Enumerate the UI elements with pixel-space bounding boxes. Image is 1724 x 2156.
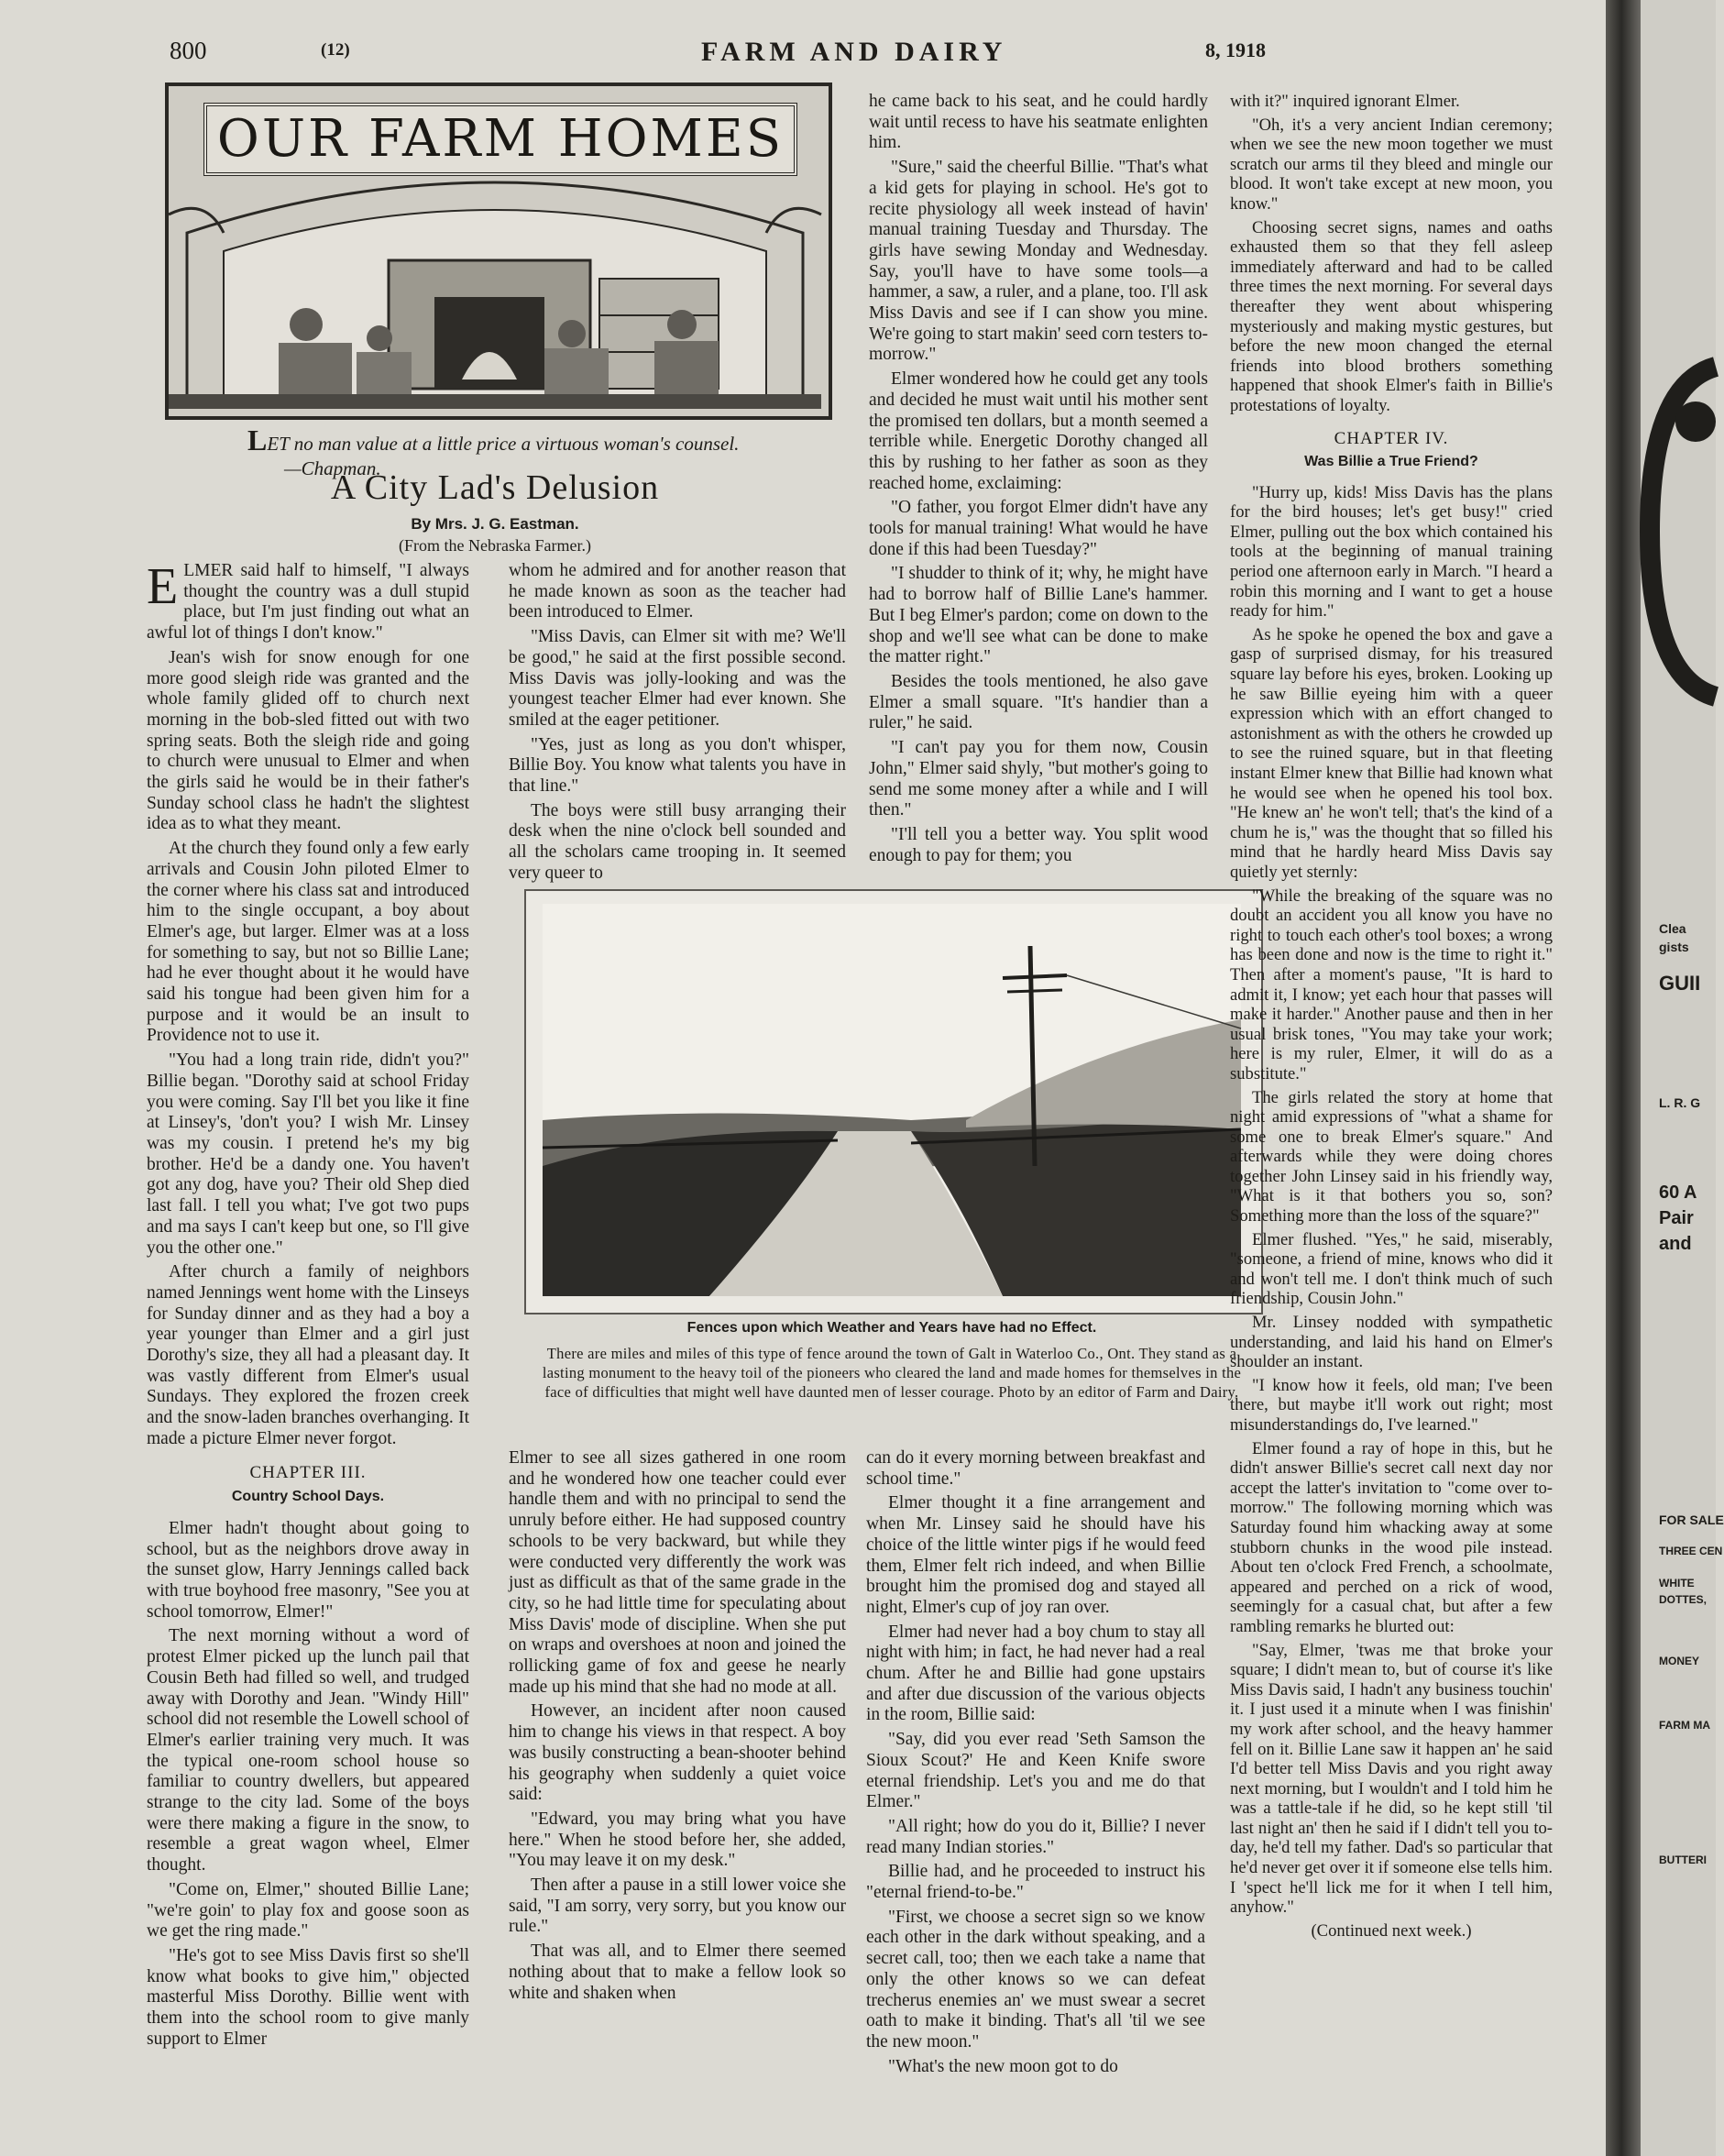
paragraph: Elmer flushed. "Yes," he said, miserably, "someone, a friend of mine, knows who did it and won't tell me. I don't think much of such friendship, Cousin John." xyxy=(1230,1229,1553,1309)
paragraph: "Say, Elmer, 'twas me that broke your square; I didn't mean to, but of course it's like Miss Davis said, I hadn't any business touchin' it. I just used it a minute when I was finishin' my work after school, and the heavy hammer fell on it. Billie Lane saw it happen an' he said I'd better tell Miss Davis and you right away next morning, but I wouldn't and I told him he was a tattle-tale if he did, so he kept still 'til last night an' then he said if I didn't tell you to-day, he'd tell my father. Dad's so particular that he'd never get over it if someone else tells him. I 'spect he'll lick me for it when I tell him, anyhow." xyxy=(1230,1640,1553,1918)
adjacent-text: Pair xyxy=(1659,1208,1694,1228)
paragraph: "All right; how do you do it, Billie? I never read many Indian stories." xyxy=(866,1816,1205,1857)
paragraph: Besides the tools mentioned, he also gave Elmer a small square. "It's handier than a ruler," he said. xyxy=(869,671,1208,733)
adjacent-text: FOR SALE xyxy=(1659,1512,1724,1527)
paragraph: "While the breaking of the square was no doubt an accident you all know you have no right to touch each other's tool boxes; a wrong has been done and now is the time to right it." Then after a moment's pause, "It is hard to admit it, I know; yet each hour that passes will make it harder." Another pause and then in her usual brisk tones, "You may take your work; here is my ruler, Elmer, it will do as a substitute." xyxy=(1230,886,1553,1084)
paragraph: Jean's wish for snow enough for one more good sleigh ride was granted and the whole family glided off to church next morning in the bob-sled fitted out with two spring seats. Both the sleigh ride and going to church were unusual to Elmer and when the girls said he would be in their father's Sunday school class he hadn't the slightest idea as to what they meant. xyxy=(147,647,469,834)
paragraph: The girls related the story at home that night amid expressions of "what a shame for some one to break Elmer's square." And afterwards while they were doing chores together John Linsey said in his friendly way, "What is it that bothers you so, son? Something more than the loss of the square?" xyxy=(1230,1087,1553,1226)
issue-number: (12) xyxy=(321,40,350,60)
adjacent-text: MONEY xyxy=(1659,1655,1700,1667)
paragraph: "Come on, Elmer," shouted Billie Lane; "we're goin' to play fox and goose soon as we get the ring made." xyxy=(147,1879,469,1942)
adjacent-text: gists xyxy=(1659,940,1689,954)
paragraph: Mr. Linsey nodded with sympathetic understanding, and laid his hand on Elmer's shoulder an instant. xyxy=(1230,1313,1553,1372)
adjacent-text: L. R. G xyxy=(1659,1095,1701,1110)
adjacent-text: WHITE xyxy=(1659,1577,1695,1590)
adjacent-text: Clea xyxy=(1659,921,1686,936)
page-number: 800 xyxy=(170,37,207,64)
epigraph-initial: L xyxy=(247,424,268,456)
paragraph: Elmer thought it a fine arrangement and when Mr. Linsey said he should have his choice of the little winter pigs if he would feed them, Elmer felt rich indeed, and when Billie brought him the promised dog and stayed all night, Elmer's cup of joy ran over. xyxy=(866,1493,1205,1617)
paragraph: "I know how it feels, old man; I've been there, but maybe it'll work out right; most misunderstandings do, I've learned." xyxy=(1230,1375,1553,1435)
paragraph: "What's the new moon got to do xyxy=(888,2056,1118,2076)
paragraph: The boys were still busy arranging their desk when the nine o'clock bell sounded and all the scholars came trooping in. It seemed very queer to xyxy=(509,800,846,883)
paragraph: "O father, you forgot Elmer didn't have any tools for manual training! What would he have done if this had been Tuesday?" xyxy=(869,498,1208,559)
paragraph: "Say, did you ever read 'Seth Samson the Sioux Scout?' He and Keen Knife swore eternal friendship. Let's you and me do that Elmer." xyxy=(866,1730,1205,1812)
column-1 xyxy=(147,558,469,2054)
paragraph: The next morning without a word of protest Elmer picked up the lunch pail that Cousin Beth had filled so well, and trudged away with Dorothy and Jean. "Windy Hill" school did not resemble the Lowell school of Elmer's earlier training very much. It was the typical one-room school house so familiar to country dwellers, but appeared strange to the city lad. Some of the boys were there making a figure in the snow, to resemble a great wagon wheel, Elmer thought. xyxy=(147,1626,469,1876)
paragraph: Elmer wondered how he could get any tools and decided he must wait until his mother sent the promised ten dollars, but a month seemed a terrible while. Energetic Dorothy changed all this by rushing to her father as soon as they reached home, exclaiming: xyxy=(869,369,1208,493)
page-header xyxy=(170,37,1544,73)
paragraph: can do it every morning between breakfast and school time." xyxy=(866,1448,1205,1489)
paragraph: LMER said half to himself, "I always thought the country was a dull stupid place, but I'm just finding out what an awful lot of things I don't know." xyxy=(147,561,469,644)
binding-gutter xyxy=(1606,0,1641,2156)
paragraph: Billie had, and he proceeded to instruct his "eternal friend-to-be." xyxy=(866,1862,1205,1903)
paragraph: "Hurry up, kids! Miss Davis has the plans for the bird houses; let's get busy!" cried Elmer, pulling out the box which contained his tools at the beginning of manual training period one afternoon early in March. "I heard a robin this morning and I want to get a house ready for him." xyxy=(1230,482,1553,622)
adjacent-text: 60 A xyxy=(1659,1182,1697,1203)
paragraph: whom he admired and for another reason that he made known as soon as the teacher had been introduced to Elmer. xyxy=(509,561,846,622)
chapter-title: Was Billie a True Friend? xyxy=(1304,454,1478,470)
paragraph: "Edward, you may bring what you have here." When he stood before her, she added, "You may leave it on my desk." xyxy=(509,1809,846,1871)
paragraph: "First, we choose a secret sign so we know each other in the dark without speaking, and a secret call, too; then we each take a name that only the other knows so we can defeat trecherus enemies an' we must swear a secret oath to make it binding. That's all 'til we see the new moon." xyxy=(866,1907,1205,2052)
paragraph: he came back to his seat, and he could hardly wait until recess to have his seatmate enlighten him. xyxy=(869,92,1208,153)
photo-caption: There are miles and miles of this type of fence around the town of Galt in Waterloo Co., Ont. They stand as a lasting monument to the heavy toil of the pioneers who cleared the land and made homes for themselves in the face of difficulties that might well have daunted men of lesser courage. Photo by an editor of Farm and Dairy. xyxy=(542,1345,1242,1401)
fence-road-photo-image xyxy=(526,891,1257,1309)
adjacent-text: and xyxy=(1659,1234,1692,1254)
paragraph: Elmer found a ray of hope in this, but he didn't answer Billie's secret call next day nor accept the latter's invitation to "come over to-morrow." The following morning which was Saturday found him whacking away at some stubborn chunks in the wood pile instead. About ten o'clock Fred French, a schoolmate, appeared and perched on a rick of wood, seemingly for a casual chat, but after a few rambling remarks he blurted out: xyxy=(1230,1438,1553,1636)
column-2-bottom xyxy=(509,1448,846,2008)
adjacent-page-edge xyxy=(1641,0,1724,2156)
story-byline: By Mrs. J. G. Eastman. xyxy=(411,515,579,533)
paragraph: "Miss Davis, can Elmer sit with me? We'll be good," he said at the first possible second. Miss Davis was jolly-looking and was the youngest teacher Elmer had ever known. She smiled at the eager petitioner. xyxy=(509,627,846,730)
column-3-bottom xyxy=(866,1448,1205,2081)
paragraph: Elmer hadn't thought about going to school, but as the neighbors drove away in the sunset glow, Harry Jennings called back with true boyhood free masonry, "See you at school tomorrow, Elmer!" xyxy=(147,1518,469,1622)
paragraph: That was all, and to Elmer there seemed nothing about that to make a fellow look so white and shaken when xyxy=(509,1942,846,2003)
country-road-photo xyxy=(524,889,1263,1314)
our-farm-homes-banner xyxy=(165,82,832,420)
issue-date: 8, 1918 xyxy=(1205,38,1266,61)
family-fireside-illustration xyxy=(169,178,821,409)
paragraph: Then after a pause in a still lower voice she said, "I am sorry, very sorry, but you know our rule." xyxy=(509,1876,846,1937)
banner-title: OUR FARM HOMES xyxy=(203,103,797,176)
column-4 xyxy=(1230,92,1553,1944)
epigraph-attribution: —Chapman. xyxy=(284,457,381,479)
paragraph: At the church they found only a few early arrivals and Cousin John piloted Elmer to the corner where his class sat and introduced him to the single occupant, a boy about Elmer's age, but larger. Elmer was at a loss for something to say, but not so Billie Lane; had he ever thought about it he would have said his tongue had been given him for a purpose and it would be an insult to Providence not to use it. xyxy=(147,839,469,1046)
paragraph: "Yes, just as long as you don't whisper, Billie Boy. You know what talents you have in that line." xyxy=(509,734,846,797)
paragraph: "I shudder to think of it; why, he might have had to borrow half of Billie Lane's hammer. But I beg Elmer's pardon; come on down to the shop and we'll see what can be done to make the matter right." xyxy=(869,564,1208,667)
photo-caption-title: Fences upon which Weather and Years have had no Effect. xyxy=(686,1320,1097,1336)
paragraph: "I can't pay you for them now, Cousin John," Elmer said shyly, "but mother's going to send me some money after a while and I will then." xyxy=(869,738,1208,820)
paragraph: "You had a long train ride, didn't you?" Billie began. "Dorothy said at school Friday you were coming. Say I'll bet you like it fine at Linsey's, 'don't you? I wish Mr. Linsey was my cousin. I pretend he's my big brother. He'd be a dandy one. You haven't got any dog, have you? Their old Shep died last fall. I tell you what; I've got two pups and ma says I can't keep but one, so I'll give you the other one." xyxy=(147,1050,469,1258)
paragraph: "He's got to see Miss Davis first so she'll know what books to give him," objected masterful Miss Dorothy. Billie went with them into the school room to give manly support to Elmer xyxy=(147,1946,469,2049)
chapter-heading: CHAPTER IV. xyxy=(1334,428,1449,448)
adjacent-text: THREE CEN xyxy=(1659,1545,1723,1557)
adjacent-text: DOTTES, xyxy=(1659,1593,1708,1606)
chapter-heading: CHAPTER III. xyxy=(249,1462,367,1482)
adjacent-text: BUTTERI xyxy=(1659,1854,1707,1866)
paragraph: Elmer to see all sizes gathered in one room and he wondered how one teacher could ever handle them and with no principal to send the unruly before either. He had supposed country schools to be very backward, but while they were conducted very differently the work was just as difficult as that of the same grade in the city, so he had little time for speculating about Miss Davis' mode of discipline. When she put on wraps and overshoes at noon and joined the rollicking game of fox and geese he nearly made up his mind that she had no mode at all. xyxy=(509,1448,846,1697)
adjacent-text: GUII xyxy=(1659,972,1701,995)
advertisement-ornament-icon xyxy=(1641,348,1716,935)
continued-notice: (Continued next week.) xyxy=(1311,1920,1472,1941)
paragraph: "Oh, it's a very ancient Indian ceremony; when we see the new moon together we must scratch our arms til they bleed and mingle our blood. It won't take except at new moon, you know." xyxy=(1230,115,1553,214)
adjacent-text: FARM MA xyxy=(1659,1719,1710,1732)
paragraph: As he spoke he opened the box and gave a gasp of surprised dismay, for his treasured square lay before his eyes, broken. Looking up he saw Billie eyeing him with a queer expression which with an effort changed to astonishment as with the others he crowded up to see the ruined square, but in that fleeting instant Elmer knew that Billie had known what he would see when he opened his tool box. "He knew an' he won't tell; that's the kind of a chum he is," was the thought that so filled his mind that he hardly heard Miss Davis say quietly yet sternly: xyxy=(1230,624,1553,882)
paragraph: Choosing secret signs, names and oaths exhausted them so that they fell asleep immediately afterward and had to be called three times the next morning. For several days thereafter they went about whispering mysteriously and making mystic gestures, but before the new moon changed the eternal friends into blood brothers something happened that shook Elmer's faith in Billie's protestations of loyalty. xyxy=(1230,217,1553,415)
paragraph: "I'll tell you a better way. You split wood enough to pay for them; you xyxy=(869,824,1208,865)
story-source: (From the Nebraska Farmer.) xyxy=(399,536,591,555)
paragraph: with it?" inquired ignorant Elmer. xyxy=(1230,92,1460,111)
paragraph: "Sure," said the cheerful Billie. "That's what a kid gets for playing in school. He's got to recite physiology all week instead of havin' manual training Tuesday and Thursday. The girls have sewing Monday and Wednesday. Say, you'll have to have some tools—a hammer, a saw, a ruler, and a plane, too. I'll ask Miss Davis and see if I can show you mine. We're going to start makin' seed corn testers to-morrow." xyxy=(869,158,1208,365)
masthead: FARM AND DAIRY xyxy=(701,37,1007,67)
epigraph-text: ET no man value at a little price a virtuous woman's counsel. xyxy=(267,433,740,455)
paragraph: However, an incident after noon caused him to change his views in that respect. A boy was busily constructing a bean-shooter behind his geography when suddenly a quiet voice said: xyxy=(509,1701,846,1805)
column-3-top xyxy=(869,92,1208,870)
paragraph: Elmer had never had a boy chum to stay all night with him; in fact, he had never had a real chum. After he and Billie had gone upstairs and after due discussion of the various objects in the room, Billie said: xyxy=(866,1622,1205,1725)
drop-cap: E xyxy=(147,558,179,615)
chapter-title: Country School Days. xyxy=(231,1489,385,1505)
story-title: A City Lad's Delusion xyxy=(330,468,660,507)
column-2-top xyxy=(509,561,846,888)
paragraph: After church a family of neighbors named Jennings went home with the Linseys for Sunday dinner and as they had a boy a year younger than Elmer and a girl just Dorothy's size, they all had a pleasant day. It was vastly different from Elmer's usual Sundays. They explored the frozen creek and the snow-laden branches overhanging. It made a picture Elmer never forgot. xyxy=(147,1262,469,1448)
